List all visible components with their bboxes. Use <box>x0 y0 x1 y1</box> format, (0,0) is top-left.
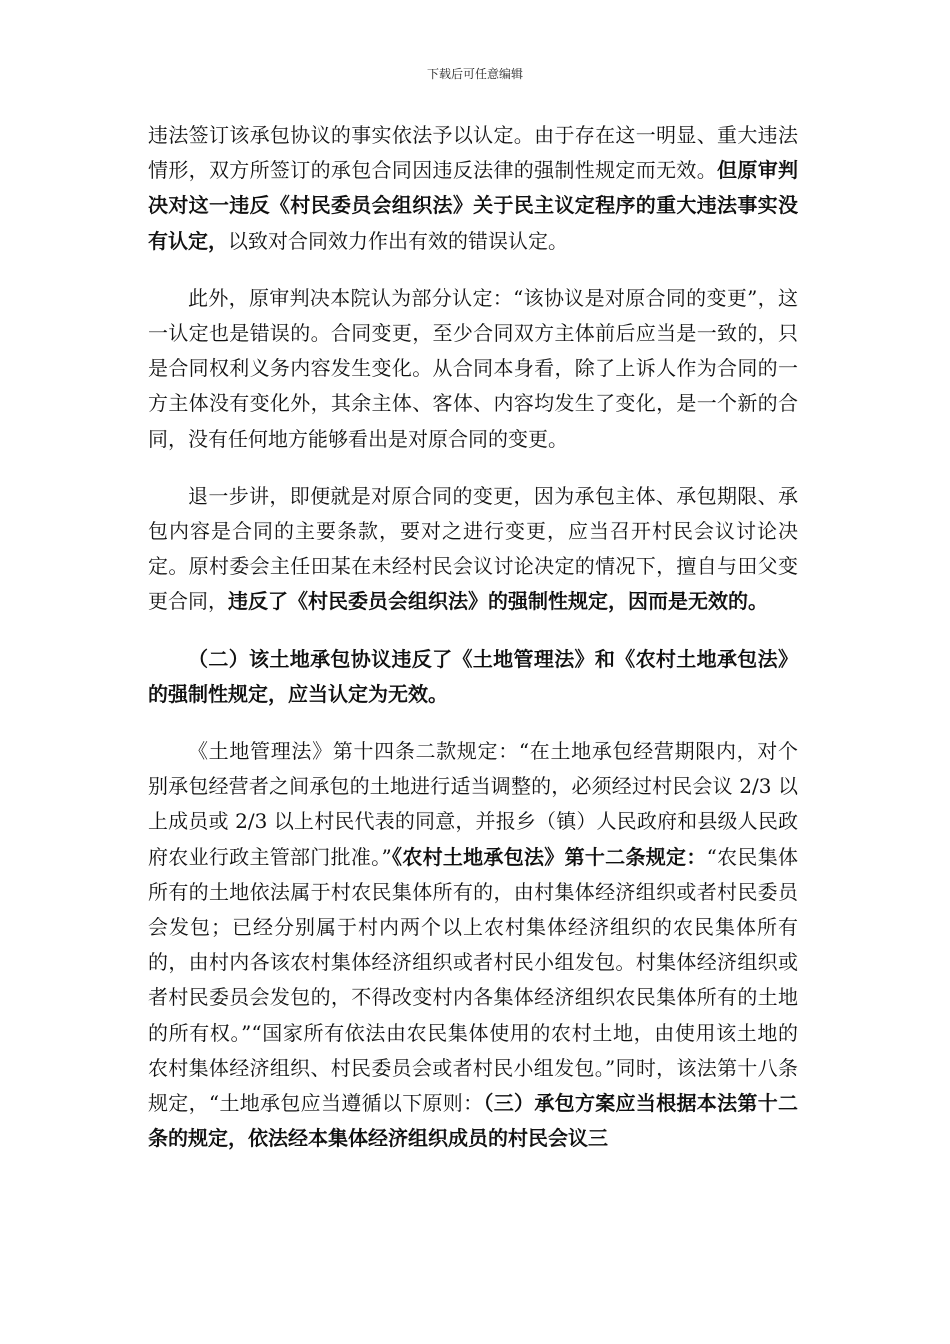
text-segment: 违法签订该承包协议的事实依法予以认定。由于存在这一明显、重大违法情形，双方所签订的承包合同因违反法律的强制性规定而无效。 <box>148 123 798 183</box>
text-segment: 退一步讲，即便就是对原合同的变更，因为承包主体、承包期限、承包内容是合同的主要条款，要对之进行变更，应当召开村民会议讨论决定。原村委会主任田某在未经村民会议讨论决定的情况下，擅自与田父变更合同， <box>148 483 798 614</box>
paragraph-3 <box>148 479 798 620</box>
section-heading <box>148 642 798 712</box>
text-segment: 以致对合同效力作出有效的错误认定。 <box>228 228 568 253</box>
bold-text-segment: （三）承包方案应当根据本法第十二条的规定，依法经本集体经济组织成员的村民会议三 <box>148 1091 798 1151</box>
text-segment: “农民集体所有的土地依法属于村农民集体所有的，由村集体经济组织或者村民委员会发包；已经分别属于村内两个以上农村集体经济组织的农民集体所有的，由村内各该农村集体经济组织或者村民小组发包。村集体经济组织或者村民委员会发包的，不得改变村内各集体经济组织农民集体所有的土地的所有权。”“国家所有依法由农民集体使用的农村土地，由使用该土地的农村集体经济组织、村民委员会或者村民小组发包。”同时，该法第十八条规定，“土地承包应当遵循以下原则： <box>148 844 799 1116</box>
bold-text-segment: 《农村土地承包法》第十二条规定： <box>391 844 707 869</box>
paragraph-1 <box>148 118 798 259</box>
bold-text-segment: 但原审判决对这一违反《村民委员会组织法》关于民主议定程序的重大违法事实没有认定， <box>148 158 799 253</box>
paragraph-2 <box>148 281 798 457</box>
page-header: 下载后可任意编辑 <box>426 67 523 81</box>
bold-text-segment: （二）该土地承包协议违反了《土地管理法》和《农村土地承包法》的强制性规定，应当认定为无效。 <box>148 646 798 706</box>
paragraph-5 <box>148 734 798 1156</box>
text-segment: 此外，原审判决本院认为部分认定：“该协议是对原合同的变更”，这一认定也是错误的。合同变更，至少合同双方主体前后应当是一致的，只是合同权利义务内容发生变化。从合同本身看，除了上诉人作为合同的一方主体没有变化外，其余主体、客体、内容均发生了变化，是一个新的合同，没有任何地方能够看出是对原合同的变更。 <box>148 285 798 451</box>
document-body <box>148 118 798 1178</box>
bold-text-segment: 违反了《村民委员会组织法》的强制性规定，因而是无效的。 <box>228 589 768 614</box>
text-segment: 《土地管理法》第十四条二款规定：“在土地承包经营期限内，对个别承包经营者之间承包的土地进行适当调整的，必须经过村民会议 2/3 以上成员或 2/3 以上村民代表的同意，并报乡（镇）人民政府和县级人民政府农业行政主管部门批准。” <box>148 739 798 869</box>
